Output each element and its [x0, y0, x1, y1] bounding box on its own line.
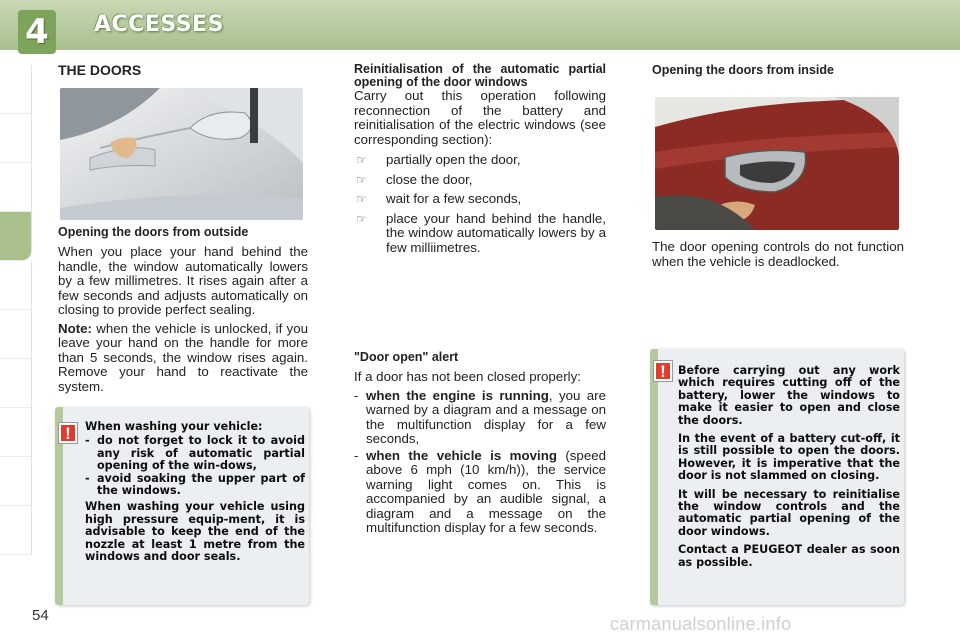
- battery-warning-paragraph: In the event of a battery cut-off, it is still possible to open the doors. However, it is imperative that the door is not slammed on closing.: [678, 432, 900, 483]
- list-item: ☞ partially open the door,: [356, 152, 521, 167]
- inside-body: The door opening controls do not function when the vehicle is deadlocked.: [652, 239, 904, 269]
- chapter-tab-1[interactable]: [0, 65, 32, 114]
- outside-heading: Opening the doors from outside: [58, 225, 249, 239]
- alert-items: [354, 389, 606, 536]
- battery-warning-box: [650, 349, 904, 605]
- chapter-tab-8[interactable]: [0, 408, 32, 457]
- chapter-tab-6[interactable]: [0, 310, 32, 359]
- door-exterior-illustration: [60, 88, 303, 220]
- alert-intro: If a door has not been closed properly:: [354, 369, 581, 384]
- chapter-tab-4-active[interactable]: [0, 212, 32, 261]
- warning-icon: !: [654, 361, 672, 381]
- watermark: carmanualsonline.info: [610, 614, 792, 634]
- section-title: THE DOORS: [58, 62, 142, 78]
- list-item: ☞ close the door,: [356, 171, 473, 187]
- hand-pointer-icon: ☞: [356, 211, 367, 226]
- door-interior-illustration: [655, 97, 899, 230]
- washing-warning-item: - avoid soaking the upper part of the windows.: [85, 471, 305, 498]
- list-item: - when the engine is running, you are warned by a diagram and a message on the multifunction display for a few seconds,: [354, 387, 606, 446]
- outside-note: [58, 322, 308, 395]
- outside-body: When you place your hand behind the handle, the window automatically lowers by a few millimetres. It rises again after a few seconds and adjusts automatically on closing to provide perfect sealing.: [58, 244, 308, 317]
- hand-pointer-icon: ☞: [356, 192, 367, 206]
- washing-warning-text: [85, 421, 305, 563]
- battery-warning-paragraph: Before carrying out any work which requires cutting off of the battery, lower the windows to make it easier to open and close the doors.: [678, 364, 900, 427]
- chapter-title: ACCESSES: [94, 12, 224, 37]
- alert-heading: "Door open" alert: [354, 350, 459, 364]
- washing-warning-item: - do not forget to lock it to avoid any risk of automatic partial opening of the win-dows,: [85, 434, 305, 473]
- chapter-tab-5[interactable]: [0, 261, 32, 310]
- list-item: ☞ wait for a few seconds,: [356, 191, 522, 206]
- door-handle-interior-photo: [655, 97, 899, 230]
- chapter-tab-3[interactable]: [0, 163, 32, 212]
- battery-warning-paragraph: Contact a PEUGEOT dealer as soon as possible.: [678, 543, 900, 569]
- reinit-steps: [354, 153, 606, 255]
- hand-pointer-icon: ☞: [356, 153, 367, 167]
- warning-icon: !: [59, 423, 77, 443]
- chapter-number: 4: [18, 10, 56, 54]
- page-number: 54: [32, 607, 49, 624]
- battery-warning-text: [678, 365, 900, 575]
- chapter-tab-7[interactable]: [0, 359, 32, 408]
- door-handle-exterior-photo: [60, 88, 303, 220]
- washing-warning-title: When washing your vehicle:: [85, 420, 263, 433]
- list-item: - when the vehicle is moving (speed above 6 mph (10 km/h)), the service warning light comes on. This is accompanied by an audible signal, a diagram and a message on the multifunction display for a few seconds.: [354, 447, 606, 535]
- reinit-heading: Reinitialisation of the automatic partial opening of the door windows: [354, 62, 606, 89]
- note-label: Note:: [58, 320, 92, 336]
- reinit-section: [354, 63, 606, 260]
- chapter-header: [0, 0, 960, 50]
- battery-warning-paragraph: It will be necessary to reinitialise the window controls and the automatic partial opening of the door windows.: [678, 487, 900, 538]
- outside-section: [58, 226, 308, 398]
- hand-pointer-icon: ☞: [356, 172, 367, 187]
- note-text: when the vehicle is unlocked, if you leave your hand on the handle for more than 5 seconds, the window rises again. Remove your hand to reactivate the system.: [58, 320, 308, 394]
- chapter-tab-10[interactable]: [0, 506, 32, 555]
- chapter-tab-2[interactable]: [0, 114, 32, 163]
- inside-heading: Opening the doors from inside: [652, 63, 834, 77]
- washing-warning-box: [55, 407, 309, 605]
- chapter-tab-9[interactable]: [0, 457, 32, 506]
- reinit-intro: Carry out this operation following reconnection of the battery and reinitialisation of the electric windows (see corresponding section):: [354, 88, 606, 147]
- list-item: ☞ place your hand behind the handle, the window automatically lowers by a few milliimetres.: [356, 210, 606, 255]
- washing-warning-footer: When washing your vehicle using high pressure equip-ment, it is advisable to keep the end of the nozzle at least 1 metre from the windows and door seals.: [85, 500, 305, 564]
- door-open-alert-section: [354, 351, 606, 538]
- chapter-tabs: [0, 65, 34, 555]
